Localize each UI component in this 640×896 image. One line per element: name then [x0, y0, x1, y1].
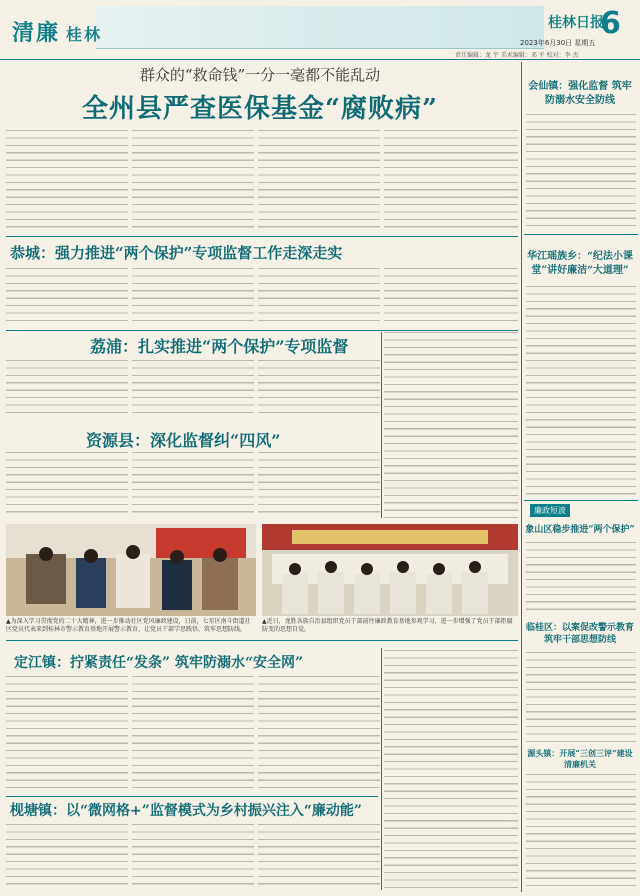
article-title-gongcheng: 恭城：强力推进“两个保护”专项监督工作走深走实 [10, 244, 343, 262]
lower-vrule [381, 648, 382, 890]
divider-1 [6, 236, 518, 237]
header-band [96, 6, 544, 49]
dingjiang-col-3 [258, 674, 380, 792]
sidebar-divider-2 [524, 500, 638, 501]
lower-right-col [384, 648, 518, 890]
sidebar-title-yuantou: 源头镇：开展“三创三评”建设清廉机关 [527, 748, 633, 769]
article-title-ziyuan: 资源县：深化监督纠“四风” [86, 431, 281, 450]
ziyuan-col-1 [6, 450, 128, 518]
photo-left [6, 524, 256, 616]
photo-right-caption: ▲近日，龙胜各族自治县组织党员干部前往廉政教育基地参观学习，进一步增强了党员干部拒腐防变的思想自觉。 [262, 618, 513, 633]
sidebar-title-huajiang: 华江瑶族乡：“纪法小课堂”讲好廉洁“大道理” [527, 251, 633, 276]
editors-line: 责任编辑：龙 宇 美术编辑：邓 平 校对：李 杰 [455, 52, 579, 59]
divider-4 [6, 796, 378, 797]
jiantang-col-1 [6, 822, 128, 890]
dingjiang-col-2 [132, 674, 254, 792]
ziyuan-col-2 [132, 450, 254, 518]
mid-right-col [384, 330, 518, 518]
ziyuan-col-3 [258, 450, 380, 518]
photo-right-image [262, 524, 518, 616]
xiangshan-body [526, 540, 636, 616]
lead-body-col-1 [6, 128, 128, 230]
sidebar-title-xiangshan: 象山区稳步推进“两个保护” [525, 525, 635, 535]
article-title-lipu: 荔浦：扎实推进“两个保护”专项监督 [90, 337, 349, 356]
huajiang-body [526, 284, 636, 498]
lead-kicker: 群众的“救命钱”一分一毫都不能乱动 [139, 66, 381, 84]
divider-3 [6, 640, 518, 641]
sidebar-title-huixian: 会仙镇：强化监督 筑牢防溺水安全防线 [528, 81, 632, 106]
photo-left-caption: ▲为深入学习贯彻党的二十大精神，进一步推动社区党风廉政建设，日前，七星区南斗街道社区党员代表来到桂林市警示教育基地开展警示教育，让党员干部学思践悟、筑牢思想防线。 [6, 618, 251, 633]
lipu-col-1 [6, 358, 128, 416]
section-title [12, 16, 102, 47]
sidebar-divider-1 [524, 234, 638, 235]
lead-body-col-3 [258, 128, 380, 230]
photo-right [262, 524, 518, 616]
section-sub: 桂林 [66, 25, 103, 44]
jiantang-col-2 [132, 822, 254, 890]
lead-body-col-2 [132, 128, 254, 230]
gongcheng-col-2 [132, 266, 254, 324]
lipu-col-2 [132, 358, 254, 416]
issue-date: 2023年6月30日 星期五 [520, 39, 596, 47]
mid-vrule [381, 332, 382, 518]
jiantang-col-3 [258, 822, 380, 890]
yuantou-body [526, 772, 636, 890]
header-rule [0, 59, 640, 60]
huixian-body [526, 112, 636, 230]
dingjiang-col-1 [6, 674, 128, 792]
gongcheng-col-3 [258, 266, 380, 324]
lead-body-col-4 [384, 128, 518, 230]
page-header [0, 0, 640, 60]
sidebar-vrule [521, 62, 522, 892]
photo-left-image [6, 524, 256, 616]
article-title-jiantang: 枧塘镇：以“微网格+”监督模式为乡村振兴注入“廉动能” [10, 803, 362, 819]
lingui-body [526, 650, 636, 742]
page-number: 6 [600, 6, 621, 41]
gongcheng-col-1 [6, 266, 128, 324]
section-name: 清廉 [12, 20, 61, 46]
sidebar-title-lingui: 临桂区：以案促改警示教育 筑牢干部思想防线 [525, 623, 634, 645]
paper-name: 桂林日报 [548, 15, 604, 31]
article-title-dingjiang: 定江镇：拧紧责任“发条” 筑牢防溺水“安全网” [14, 655, 304, 671]
lead-title: 全州县严查医保基金“腐败病” [82, 94, 438, 124]
sidebar-label-lianzheng: 廉政短波 [530, 504, 570, 517]
lipu-col-3 [258, 358, 380, 416]
gongcheng-col-4 [384, 266, 518, 324]
